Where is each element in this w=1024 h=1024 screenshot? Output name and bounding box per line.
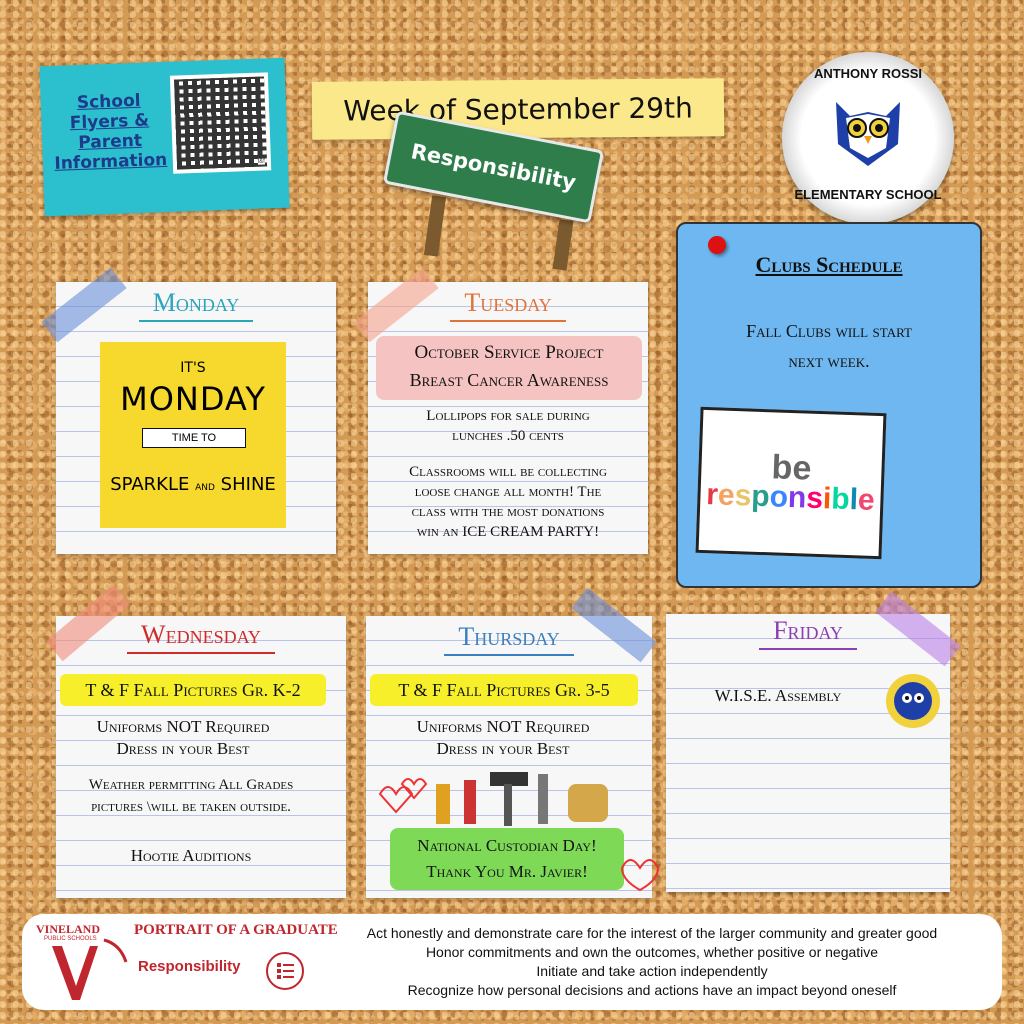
public-schools-text: PUBLIC SCHOOLS — [44, 936, 97, 942]
sign-label: Responsibility — [409, 139, 578, 195]
uniform-text: Uniforms NOT Required Dress in your Best — [416, 717, 590, 758]
be-responsible-image: be responsible — [696, 407, 887, 559]
donations-text: Classrooms will be collecting loose change all month! The class with the most donations win an ICE CREAM PARTY! — [409, 464, 607, 540]
friday-card — [666, 614, 950, 892]
responsible-rainbow-text: responsible — [705, 478, 876, 517]
weather-text: Weather permitting All Grades pictures \will be taken outside. — [88, 777, 294, 815]
portrait-of-graduate: PORTRAIT OF A GRADUATE — [134, 922, 338, 938]
clubs-text: Fall Clubs will start next week. — [746, 321, 912, 371]
monday-title: Monday — [56, 288, 336, 322]
qr-code[interactable]: t&f — [170, 72, 271, 173]
clubs-title: Clubs Schedule — [755, 252, 903, 277]
hootie-auditions: Hootie Auditions — [130, 846, 252, 865]
tuesday-title: Tuesday — [368, 288, 648, 322]
week-title: Week of September 29th — [343, 90, 693, 128]
lollipop-text: Lollipops for sale during lunches .50 cents — [426, 408, 590, 444]
thursday-title: Thursday — [366, 622, 652, 656]
heart-icon — [612, 854, 666, 894]
checklist-icon — [266, 952, 304, 990]
qr-card-label: School Flyers & Parent Information — [54, 90, 168, 174]
sign-post — [424, 195, 446, 256]
thursday-card — [366, 616, 652, 898]
tuesday-card — [368, 282, 648, 554]
qr-flyer-card[interactable] — [39, 58, 289, 216]
wise-assembly: W.I.S.E. Assembly — [714, 686, 842, 705]
fall-pictures-highlight: T & F Fall Pictures Gr. K-2 — [60, 674, 326, 706]
logo-bottom-text: ELEMENTARY SCHOOL — [794, 187, 942, 202]
its-monday-poster: IT'S MONDAY TIME TO SPARKLE AND SHINE — [100, 342, 286, 528]
fall-pictures-highlight: T & F Fall Pictures Gr. 3-5 — [370, 674, 638, 706]
responsibility-label: Responsibility — [138, 958, 241, 975]
monday-card — [56, 282, 336, 554]
tools-icon — [372, 764, 632, 834]
week-title-note — [312, 78, 724, 140]
service-project-banner: October Service Project Breast Cancer Awareness — [376, 336, 642, 400]
wednesday-title: Wednesday — [56, 620, 346, 654]
clubs-schedule-card — [676, 222, 982, 588]
responsibility-definitions: Act honestly and demonstrate care for the interest of the larger community and greater good Honor commitments and own the outcomes, whether positive or negative Initiate and take action independently Recognize how personal decisions and actions have an impact beyond oneself — [366, 925, 938, 998]
portrait-of-graduate-footer — [22, 914, 1002, 1010]
pushpin-icon — [708, 236, 726, 254]
sign-post — [553, 219, 574, 270]
custodian-day-banner: National Custodian Day! Thank You Mr. Javier! — [390, 828, 624, 890]
owl-icon — [828, 92, 908, 172]
logo-top-text: ANTHONY ROSSI — [813, 66, 923, 81]
wednesday-card — [56, 616, 346, 898]
vineland-text: VINELAND — [36, 922, 101, 936]
uniform-text: Uniforms NOT Required Dress in your Best — [96, 717, 270, 758]
wise-badge-icon — [884, 672, 942, 730]
school-logo — [782, 52, 954, 224]
friday-title: Friday — [666, 616, 950, 650]
